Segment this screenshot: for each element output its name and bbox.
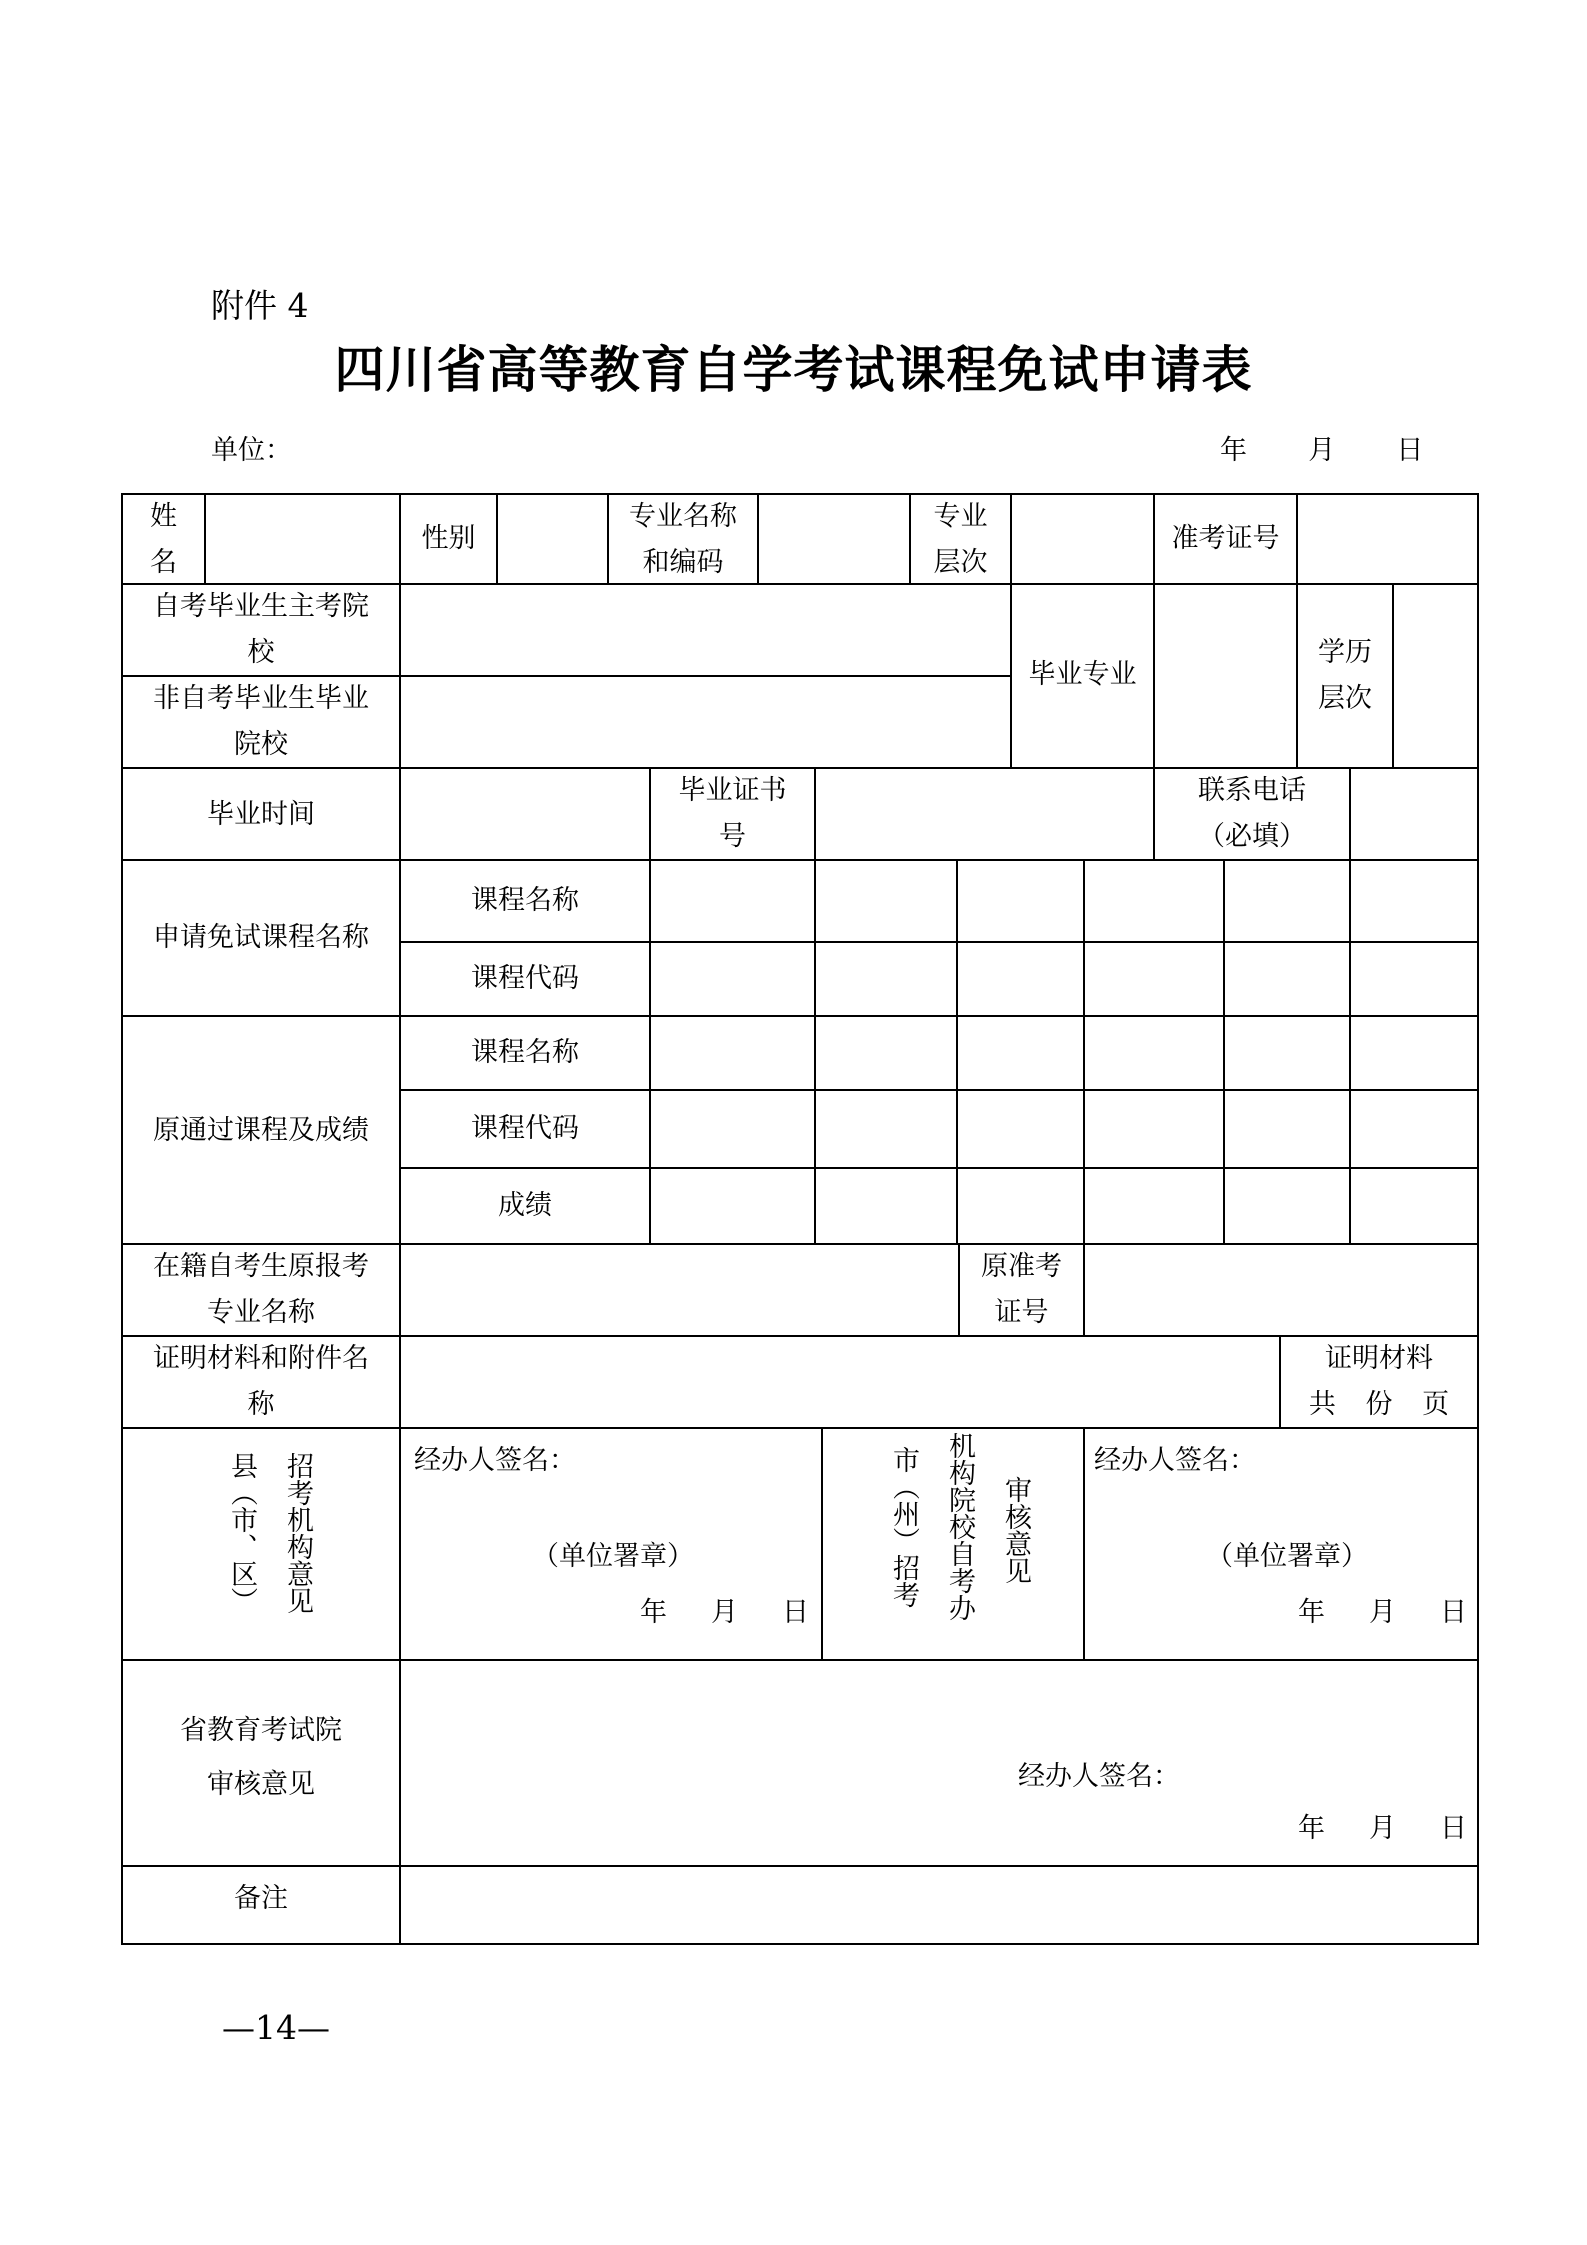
- degree-level-label: 学历 层次: [1318, 637, 1372, 714]
- exam-id-label: 准考证号: [1171, 523, 1280, 554]
- page-title: 四川省高等教育自学考试课程免试申请表: [334, 341, 1253, 399]
- province-date: 年 月 日: [1298, 1813, 1467, 1844]
- grad-major-label: 毕业专业: [1028, 659, 1137, 690]
- header-date-month: 月: [1308, 435, 1336, 466]
- city-seal-label: （单位署章）: [1206, 1541, 1368, 1572]
- cert-number-label: 毕业证书 号: [678, 775, 787, 852]
- county-label-col2: 招考机构意见: [282, 1452, 313, 1614]
- city-date: 年 月 日: [1298, 1597, 1467, 1628]
- city-label-col3: 审核意见: [1000, 1476, 1031, 1584]
- header-date-year: 年: [1220, 435, 1247, 466]
- attachment-label: 附件 4: [211, 286, 309, 325]
- orig-exam-id-label: 原准考 证号: [981, 1251, 1062, 1328]
- header-date-day: 日: [1396, 435, 1424, 466]
- remarks-label: 备注: [234, 1883, 288, 1914]
- page-number: —14—: [222, 2008, 330, 2047]
- self-exam-school-label: 自考毕业生主考院 校: [153, 591, 369, 668]
- unit-label: 单位：: [211, 435, 292, 466]
- passed-course-code-label: 课程代码: [471, 1113, 579, 1144]
- non-self-exam-school-label: 非自考毕业生毕业 院校: [153, 683, 369, 760]
- city-label-col1: 市（州）招考: [888, 1446, 919, 1608]
- city-signer-label: 经办人签名：: [1094, 1445, 1256, 1476]
- county-date: 年 月 日: [640, 1597, 809, 1628]
- passed-course-name-label: 课程名称: [471, 1037, 579, 1068]
- exempt-course-code-label: 课程代码: [471, 963, 579, 994]
- county-signer-label: 经办人签名：: [414, 1445, 576, 1476]
- province-signer-label: 经办人签名：: [1018, 1761, 1180, 1792]
- passed-courses-label: 原通过课程及成绩: [153, 1115, 369, 1146]
- proof-count-label: 证明材料 共 份 页: [1308, 1343, 1450, 1420]
- gender-label: 性别: [421, 523, 476, 554]
- exempt-courses-label: 申请免试课程名称: [153, 922, 369, 953]
- county-seal-label: （单位署章）: [532, 1541, 694, 1572]
- province-review-label: 省教育考试院 审核意见: [180, 1715, 342, 1800]
- proof-materials-label: 证明材料和附件名 称: [153, 1343, 369, 1420]
- passed-score-label: 成绩: [498, 1190, 552, 1221]
- phone-label: 联系电话 （必填）: [1198, 775, 1306, 852]
- city-label-col2: 机构院校自考办: [944, 1432, 975, 1621]
- major-code-label: 专业名称 和编码: [629, 501, 737, 578]
- name-label: 姓 名: [150, 501, 177, 578]
- grad-time-label: 毕业时间: [207, 799, 315, 830]
- county-label-col1: 县（市、区）: [226, 1452, 257, 1614]
- exempt-course-name-label: 课程名称: [471, 885, 579, 916]
- level-label: 专业 层次: [933, 501, 988, 578]
- enrolled-major-label: 在籍自考生原报考 专业名称: [153, 1251, 369, 1328]
